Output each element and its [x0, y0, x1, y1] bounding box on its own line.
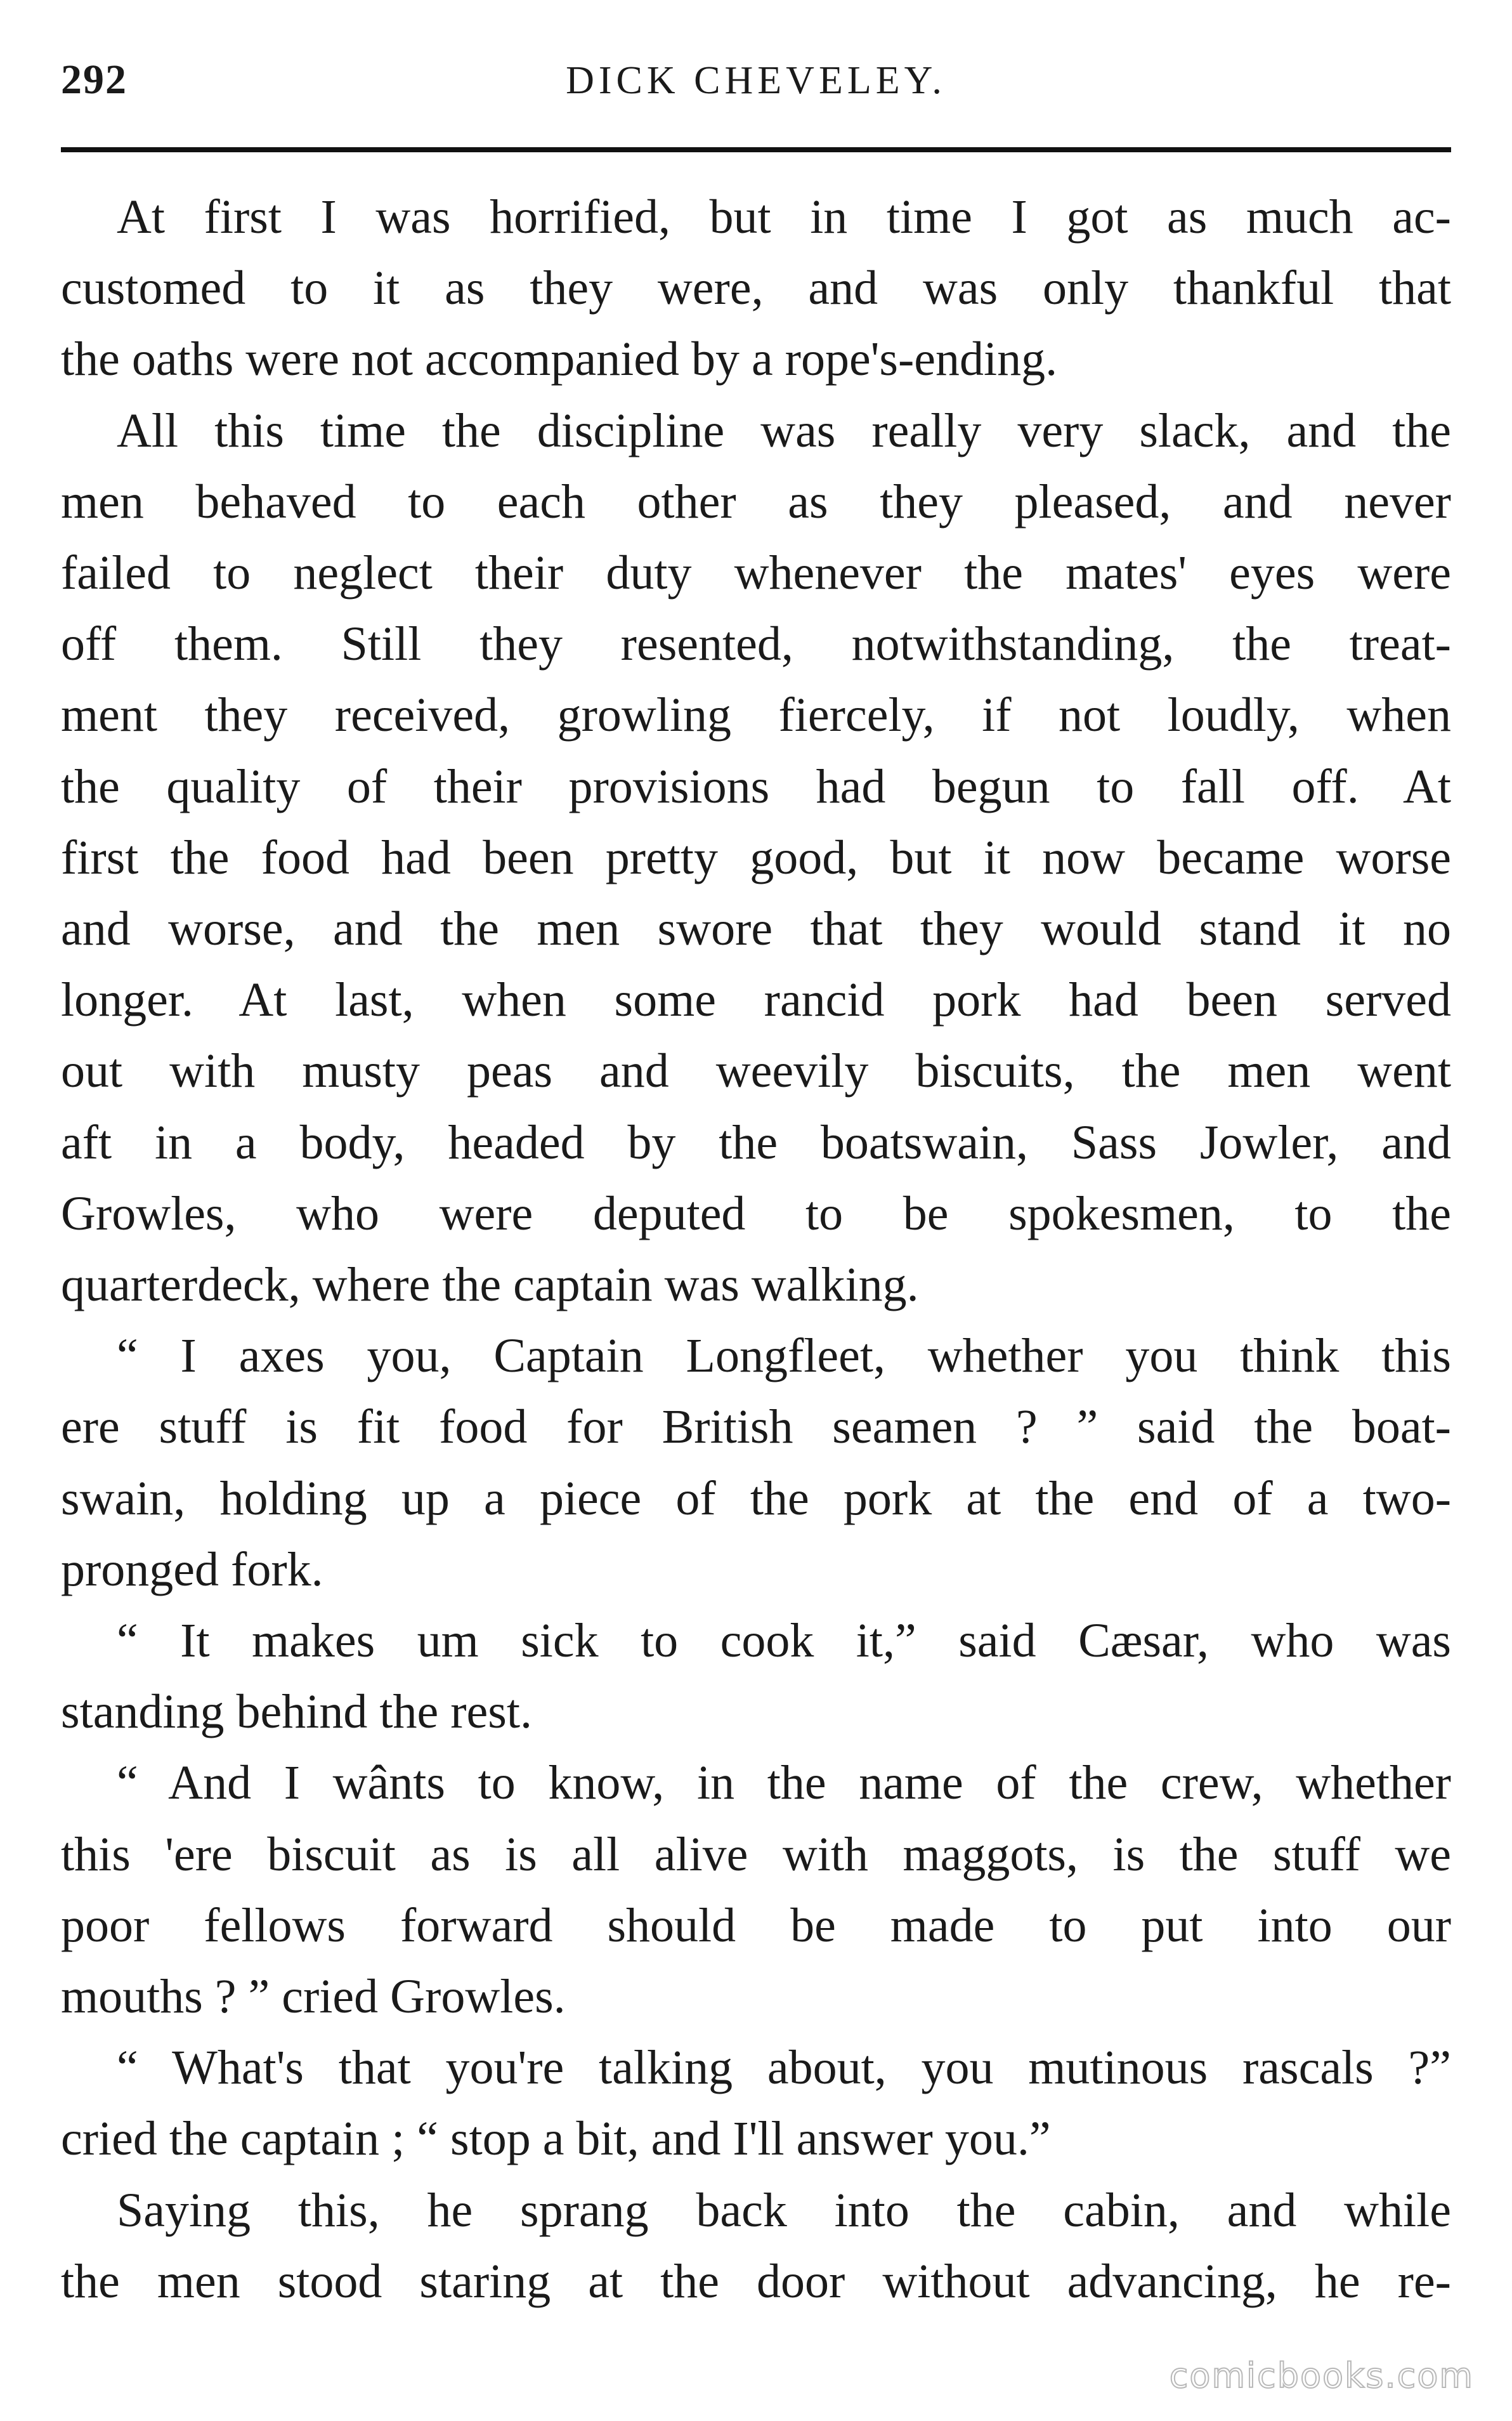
text-line: “ It makes um sick to cook it,” said Cæsar, who was: [117, 1614, 1451, 1668]
paragraph: [61, 2032, 1451, 2174]
text-line: ment they received, growling fiercely, if not loudly, when: [61, 688, 1451, 742]
text-line: quarterdeck, where the captain was walking.: [61, 1258, 919, 1312]
paragraph: [61, 1320, 1451, 1605]
paragraph: [61, 395, 1451, 1321]
text-line: ere stuff is fit food for British seamen ? ” said the boat-: [61, 1400, 1451, 1454]
text-line: “ What's that you're talking about, you mutinous rascals ?”: [117, 2041, 1451, 2095]
text-line: this 'ere biscuit as is all alive with maggots, is the stuff we: [61, 1827, 1451, 1881]
text-line: the oaths were not accompanied by a rope's-ending.: [61, 332, 1058, 386]
text-line: pronged fork.: [61, 1542, 323, 1596]
page-header: [61, 44, 1451, 114]
text-line: All this time the discipline was really very slack, and the: [117, 404, 1451, 457]
text-line: At first I was horrified, but in time I got as much ac-: [117, 190, 1451, 244]
text-line: men behaved to each other as they pleased, and never: [61, 475, 1451, 528]
text-line: first the food had been pretty good, but it now became worse: [61, 830, 1451, 884]
running-title: DICK CHEVELEY.: [566, 59, 946, 102]
text-line: swain, holding up a piece of the pork at the end of a two-: [61, 1471, 1451, 1525]
text-line: the men stood staring at the door without advancing, he re-: [61, 2254, 1451, 2308]
paragraph: [61, 1605, 1451, 1747]
text-line: and worse, and the men swore that they would stand it no: [61, 902, 1451, 956]
text-line: customed to it as they were, and was only thankful that: [61, 261, 1451, 315]
text-line: failed to neglect their duty whenever the mates' eyes were: [61, 546, 1451, 600]
watermark: comicbooks.com: [1169, 2356, 1474, 2396]
text-line: longer. At last, when some rancid pork had been served: [61, 973, 1451, 1027]
paragraph: [61, 181, 1451, 395]
text-line: cried the captain ; “ stop a bit, and I'll answer you.”: [61, 2112, 1051, 2166]
body-text: [61, 181, 1451, 2317]
paragraph: [61, 1747, 1451, 2032]
text-line: standing behind the rest.: [61, 1685, 532, 1739]
text-line: aft in a body, headed by the boatswain, Sass Jowler, and: [61, 1115, 1451, 1169]
page-number: 292: [61, 56, 127, 103]
text-line: Saying this, he sprang back into the cabin, and while: [117, 2183, 1451, 2237]
text-line: poor fellows forward should be made to put into our: [61, 1898, 1451, 1952]
text-line: off them. Still they resented, notwithstanding, the treat-: [61, 617, 1451, 671]
text-line: “ I axes you, Captain Longfleet, whether you think this: [117, 1329, 1451, 1383]
text-line: mouths ? ” cried Growles.: [61, 1970, 566, 2024]
text-line: the quality of their provisions had begun to fall off. At: [61, 759, 1451, 813]
paragraph: [61, 2175, 1451, 2317]
text-line: out with musty peas and weevily biscuits, the men went: [61, 1044, 1451, 1098]
text-line: Growles, who were deputed to be spokesmen, to the: [61, 1186, 1451, 1240]
text-line: “ And I wânts to know, in the name of the crew, whether: [117, 1756, 1451, 1810]
header-rule: [61, 147, 1451, 152]
